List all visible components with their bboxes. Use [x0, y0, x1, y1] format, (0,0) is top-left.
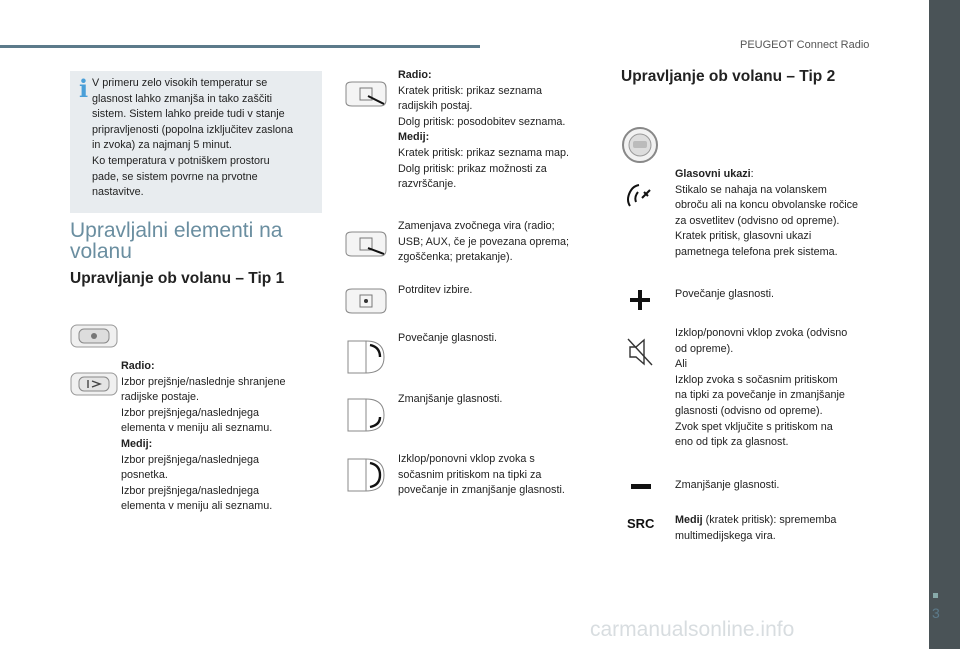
middle-source-text: Zamenjava zvočnega vira (radio; USB; AUX, če je povezana oprema; zgoščenka; pretakanje). — [398, 220, 570, 264]
running-header: PEUGEOT Connect Radio — [740, 39, 870, 51]
info-box-text: V primeru zelo visokih temperatur se glasnost lahko zmanjša in tako zaščiti sistem. Sistem lahko preide tudi v stanje pripravljenosti (popolna izključitev zaslona in zvoka) za najmanj 5 minut. Ko temperatura v potniškem prostoru pade, se sistem povrne na prvotne nastavitve. — [92, 77, 294, 199]
list-button-icon — [344, 80, 388, 108]
mute-button-icon — [344, 455, 388, 495]
steering-switch-icon — [70, 322, 118, 350]
middle-mute-text: Izklop/ponovni vklop zvoka s sočasnim pritiskom na tipki za povečanje in zmanjšanje glasnosti. — [398, 453, 565, 497]
info-icon: i — [79, 74, 89, 103]
middle-volume-down-text: Zmanjšanje glasnosti. — [398, 393, 503, 405]
tip1-media-label: Medij: — [121, 437, 153, 450]
tip1-heading: Upravljanje ob volanu – Tip 1 — [70, 270, 285, 287]
tip2-plus-text: Povečanje glasnosti. — [675, 288, 775, 300]
middle-volume-up-text: Povečanje glasnosti. — [398, 332, 498, 344]
tip1-radio-text: Izbor prejšnje/naslednje shranjene radijske postaje. Izbor prejšnjega/naslednjega elementa v meniju ali seznamu. — [121, 375, 286, 435]
volume-up-icon — [344, 337, 388, 377]
mute-icon — [626, 337, 654, 367]
page-marker — [933, 593, 938, 598]
section-title: Upravljalni elementi na volanu — [70, 219, 283, 263]
source-button-icon — [344, 230, 388, 258]
middle-confirm-text: Potrditev izbire. — [398, 284, 473, 296]
voice-command-icon — [624, 180, 654, 210]
middle-radio-text: Kratek pritisk: prikaz seznama radijskih postaj. Dolg pritisk: posodobitev seznama. — [398, 84, 566, 128]
page-edge-band — [929, 0, 960, 649]
tip1-radio-block — [121, 359, 331, 515]
middle-radio-label: Radio: — [398, 69, 432, 81]
tip2-mute-text: Izklop/ponovni vklop zvoka (odvisno od opreme). Ali Izklop zvoka s sočasnim pritiskom na tipki za povečanje in zmanjšanje glasnosti (odvisno od opreme). Zvok spet vključite s pritiskom na eno od tipk za glasnost. — [675, 327, 848, 449]
tip2-voice-text: Stikalo se nahaja na volanskem obroču ali na koncu obvolanske ročice za osvetlitev (odvisno od opreme). Kratek pritisk, glasovni ukazi pametnega telefona prek sistema. — [675, 183, 859, 258]
tip2-src-label: Medij — [675, 514, 703, 526]
tip2-src-block — [675, 513, 875, 544]
tip1-media-text: Izbor prejšnjega/naslednjega posnetka. Izbor prejšnjega/naslednjega elementa v meniju ali seznamu. — [121, 453, 273, 513]
volume-down-icon — [344, 395, 388, 435]
minus-icon — [631, 484, 651, 490]
tip1-radio-label: Radio: — [121, 360, 155, 372]
middle-item-list — [398, 68, 598, 193]
watermark: carmanualsonline.info — [590, 618, 795, 641]
page-number: 3 — [932, 605, 940, 621]
header-rule — [0, 45, 480, 48]
seek-button-icon — [70, 370, 118, 398]
tip2-voice-block — [675, 167, 875, 261]
tip2-heading: Upravljanje ob volanu – Tip 2 — [621, 68, 836, 85]
steering-wheel-icon — [620, 125, 660, 165]
tip2-voice-label: Glasovni ukazi — [675, 168, 751, 180]
tip2-minus-text: Zmanjšanje glasnosti. — [675, 479, 780, 491]
src-icon: SRC — [627, 516, 655, 531]
tip2-voice-colon: : — [750, 168, 754, 180]
tip2-src-text: (kratek pritisk): sprememba multimedijskega vira. — [675, 514, 837, 542]
middle-media-text: Kratek pritisk: prikaz seznama map. Dolg pritisk: prikaz možnosti za razvrščanje. — [398, 146, 570, 191]
middle-media-label: Medij: — [398, 131, 430, 144]
plus-icon — [630, 290, 650, 310]
confirm-button-icon — [344, 287, 388, 315]
